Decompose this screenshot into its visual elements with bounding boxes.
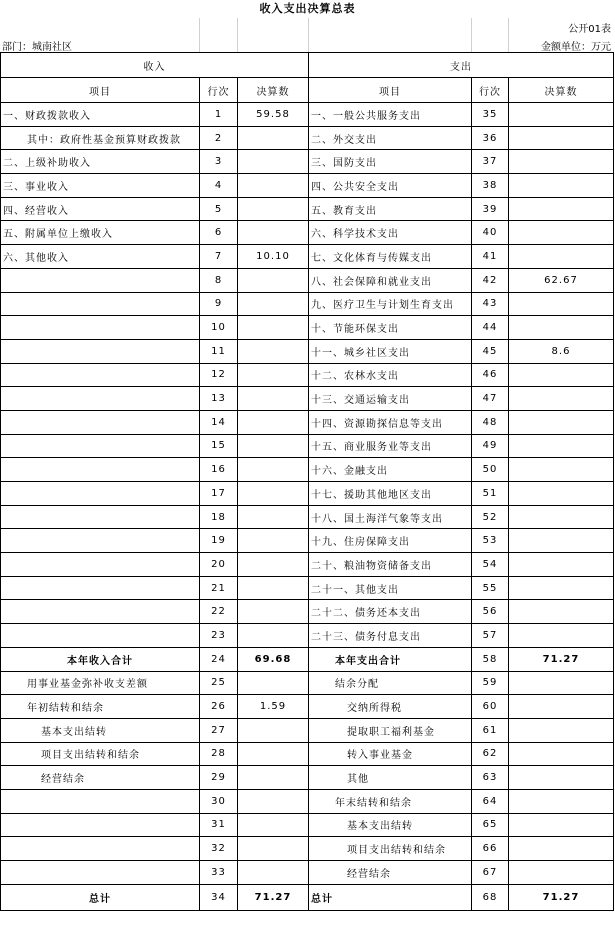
expense-amount-cell: [509, 434, 614, 458]
expense-item-cell: 三、国防支出: [309, 150, 472, 174]
expense-line-cell: 67: [472, 861, 509, 885]
expense-line-cell: 66: [472, 837, 509, 861]
income-amount-cell: [238, 553, 309, 577]
income-amount-cell: [238, 126, 309, 150]
expense-line-cell: 40: [472, 221, 509, 245]
expense-line-cell: 60: [472, 695, 509, 719]
income-line-cell: 4: [200, 174, 238, 198]
income-item-cell: [1, 268, 200, 292]
expense-line-cell: 36: [472, 126, 509, 150]
expense-amount-cell: [509, 624, 614, 648]
income-item-cell: [1, 482, 200, 506]
income-line-cell: 5: [200, 197, 238, 221]
expense-line-cell: 48: [472, 410, 509, 434]
expense-item-cell: 结余分配: [309, 671, 472, 695]
expense-amount-cell: [509, 813, 614, 837]
expense-item-cell: 项目支出结转和结余: [309, 837, 472, 861]
income-amount-cell: [238, 174, 309, 198]
expense-item-cell: 十一、城乡社区支出: [309, 339, 472, 363]
expense-line-cell: 37: [472, 150, 509, 174]
expense-section: 支出: [309, 53, 614, 78]
expense-amount-cell: [509, 245, 614, 269]
income-amount-cell: [238, 861, 309, 885]
expense-amount-cell: [509, 505, 614, 529]
income-line-cell: 9: [200, 292, 238, 316]
expense-line-cell: 63: [472, 766, 509, 790]
table-row: [1, 718, 614, 742]
expense-line-cell: 65: [472, 813, 509, 837]
income-item-cell: [1, 505, 200, 529]
income-amount-cell: [238, 458, 309, 482]
table-row: [1, 174, 614, 198]
expense-item-cell: 十、节能环保支出: [309, 316, 472, 340]
table-row: [1, 789, 614, 813]
expense-amount-cell: [509, 861, 614, 885]
table-row: [1, 103, 614, 127]
table-row: [1, 813, 614, 837]
expense-amount-cell: [509, 126, 614, 150]
table-row: [1, 742, 614, 766]
income-item-cell: [1, 292, 200, 316]
income-item-cell: 三、事业收入: [1, 174, 200, 198]
income-line-cell: 28: [200, 742, 238, 766]
expense-item-cell: 四、公共安全支出: [309, 174, 472, 198]
expense-item-cell: 二十三、债务付息支出: [309, 624, 472, 648]
income-line-cell: 1: [200, 103, 238, 127]
expense-item-cell: 提取职工福利基金: [309, 718, 472, 742]
income-item-cell: 项目支出结转和结余: [1, 742, 200, 766]
income-item-cell: 年初结转和结余: [1, 695, 200, 719]
income-line-cell: 30: [200, 789, 238, 813]
expense-line-cell: 61: [472, 718, 509, 742]
expense-amount-cell: [509, 197, 614, 221]
expense-item-cell: 十二、农林水支出: [309, 363, 472, 387]
income-amount-cell: [238, 576, 309, 600]
income-amount-cell: [238, 197, 309, 221]
income-amount-cell: [238, 221, 309, 245]
expense-line-cell: 68: [472, 884, 509, 910]
income-item-cell: 用事业基金弥补收支差额: [1, 671, 200, 695]
table-row: [1, 553, 614, 577]
expense-amount-cell: 8.6: [509, 339, 614, 363]
expense-amount-cell: [509, 410, 614, 434]
income-line-cell: 24: [200, 647, 238, 671]
table-row: [1, 671, 614, 695]
table-row: [1, 150, 614, 174]
expense-amount-cell: [509, 150, 614, 174]
table-row: [1, 766, 614, 790]
income-item-cell: 本年收入合计: [1, 647, 200, 671]
income-item-cell: [1, 434, 200, 458]
income-item-cell: [1, 458, 200, 482]
income-item-cell: 基本支出结转: [1, 718, 200, 742]
expense-line-cell: 38: [472, 174, 509, 198]
form-number: 公开01表: [568, 24, 611, 35]
table-row: [1, 576, 614, 600]
income-item-header: 项目: [1, 78, 200, 103]
expense-line-cell: 50: [472, 458, 509, 482]
income-item-cell: 经营结余: [1, 766, 200, 790]
expense-line-cell: 45: [472, 339, 509, 363]
income-line-cell: 31: [200, 813, 238, 837]
department-label: 部门：城南社区: [2, 42, 72, 53]
expense-amount-cell: 71.27: [509, 884, 614, 910]
section-row: [1, 53, 614, 78]
expense-amount-cell: [509, 766, 614, 790]
income-line-cell: 12: [200, 363, 238, 387]
expense-item-cell: 二、外交支出: [309, 126, 472, 150]
expense-amount-cell: [509, 363, 614, 387]
table-row: [1, 387, 614, 411]
expense-amount-header: 决算数: [509, 78, 614, 103]
table-row: [1, 410, 614, 434]
table-row: [1, 363, 614, 387]
table-row: [1, 837, 614, 861]
expense-amount-cell: [509, 789, 614, 813]
income-item-cell: [1, 553, 200, 577]
table-row: [1, 197, 614, 221]
income-item-cell: [1, 624, 200, 648]
expense-line-cell: 46: [472, 363, 509, 387]
income-line-cell: 2: [200, 126, 238, 150]
income-amount-cell: [238, 837, 309, 861]
table-row: [1, 600, 614, 624]
expense-amount-cell: [509, 553, 614, 577]
expense-item-cell: 二十一、其他支出: [309, 576, 472, 600]
expense-item-cell: 七、文化体育与传媒支出: [309, 245, 472, 269]
expense-amount-cell: [509, 387, 614, 411]
expense-line-cell: 55: [472, 576, 509, 600]
income-line-cell: 15: [200, 434, 238, 458]
expense-item-cell: 经营结余: [309, 861, 472, 885]
expense-amount-cell: [509, 600, 614, 624]
income-item-cell: 一、财政拨款收入: [1, 103, 200, 127]
income-amount-cell: [238, 482, 309, 506]
income-item-cell: [1, 600, 200, 624]
income-line-cell: 26: [200, 695, 238, 719]
income-amount-cell: [238, 742, 309, 766]
expense-line-cell: 51: [472, 482, 509, 506]
income-amount-cell: [238, 671, 309, 695]
income-amount-cell: [238, 292, 309, 316]
expense-item-cell: 十七、援助其他地区支出: [309, 482, 472, 506]
expense-line-cell: 59: [472, 671, 509, 695]
income-line-cell: 19: [200, 529, 238, 553]
income-line-cell: 27: [200, 718, 238, 742]
expense-line-cell: 62: [472, 742, 509, 766]
income-line-cell: 22: [200, 600, 238, 624]
income-item-cell: [1, 363, 200, 387]
expense-item-cell: 十九、住房保障支出: [309, 529, 472, 553]
budget-table: [0, 52, 614, 911]
expense-item-cell: 八、社会保障和就业支出: [309, 268, 472, 292]
income-line-cell: 11: [200, 339, 238, 363]
income-line-cell: 32: [200, 837, 238, 861]
expense-item-cell: 九、医疗卫生与计划生育支出: [309, 292, 472, 316]
expense-line-cell: 42: [472, 268, 509, 292]
income-line-cell: 7: [200, 245, 238, 269]
income-item-cell: [1, 789, 200, 813]
table-row: [1, 126, 614, 150]
income-amount-cell: 69.68: [238, 647, 309, 671]
income-item-cell: [1, 813, 200, 837]
income-item-cell: [1, 410, 200, 434]
expense-item-cell: 十六、金融支出: [309, 458, 472, 482]
income-amount-cell: [238, 339, 309, 363]
expense-item-cell: 转入事业基金: [309, 742, 472, 766]
expense-line-cell: 39: [472, 197, 509, 221]
income-line-cell: 13: [200, 387, 238, 411]
income-item-cell: [1, 576, 200, 600]
income-amount-cell: [238, 718, 309, 742]
income-line-cell: 23: [200, 624, 238, 648]
table-row: [1, 221, 614, 245]
expense-amount-cell: [509, 695, 614, 719]
income-item-cell: [1, 316, 200, 340]
expense-line-cell: 47: [472, 387, 509, 411]
income-line-cell: 25: [200, 671, 238, 695]
income-item-cell: [1, 339, 200, 363]
table-row: [1, 268, 614, 292]
expense-line-header: 行次: [472, 78, 509, 103]
income-line-cell: 16: [200, 458, 238, 482]
expense-amount-cell: [509, 671, 614, 695]
expense-line-cell: 57: [472, 624, 509, 648]
expense-item-cell: 交纳所得税: [309, 695, 472, 719]
expense-amount-cell: [509, 316, 614, 340]
expense-line-cell: 54: [472, 553, 509, 577]
expense-amount-cell: [509, 718, 614, 742]
income-amount-cell: [238, 150, 309, 174]
table-row: [1, 339, 614, 363]
expense-item-cell: 十八、国土海洋气象等支出: [309, 505, 472, 529]
expense-line-cell: 53: [472, 529, 509, 553]
income-amount-cell: 59.58: [238, 103, 309, 127]
unit-label: 金额单位：万元: [541, 42, 611, 53]
expense-line-cell: 43: [472, 292, 509, 316]
expense-line-cell: 52: [472, 505, 509, 529]
expense-item-cell: 六、科学技术支出: [309, 221, 472, 245]
expense-item-cell: 十四、资源勘探信息等支出: [309, 410, 472, 434]
income-item-cell: [1, 861, 200, 885]
expense-line-cell: 49: [472, 434, 509, 458]
expense-item-cell: 五、教育支出: [309, 197, 472, 221]
table-row: [1, 316, 614, 340]
expense-item-cell: 年末结转和结余: [309, 789, 472, 813]
income-amount-cell: [238, 434, 309, 458]
expense-item-header: 项目: [309, 78, 472, 103]
table-row: [1, 624, 614, 648]
expense-amount-cell: [509, 174, 614, 198]
income-amount-cell: 1.59: [238, 695, 309, 719]
income-amount-cell: [238, 363, 309, 387]
income-amount-cell: 71.27: [238, 884, 309, 910]
income-amount-cell: [238, 268, 309, 292]
income-amount-header: 决算数: [238, 78, 309, 103]
expense-line-cell: 41: [472, 245, 509, 269]
table-row: [1, 292, 614, 316]
income-amount-cell: [238, 600, 309, 624]
income-item-cell: 六、其他收入: [1, 245, 200, 269]
income-item-cell: [1, 837, 200, 861]
table-row: [1, 482, 614, 506]
income-amount-cell: [238, 766, 309, 790]
header-gridlines: [0, 18, 613, 52]
table-row: [1, 884, 614, 910]
expense-item-cell: 十三、交通运输支出: [309, 387, 472, 411]
expense-amount-cell: [509, 458, 614, 482]
income-amount-cell: [238, 505, 309, 529]
income-amount-cell: [238, 529, 309, 553]
income-line-cell: 18: [200, 505, 238, 529]
income-amount-cell: [238, 410, 309, 434]
expense-line-cell: 64: [472, 789, 509, 813]
table-row: [1, 647, 614, 671]
expense-item-cell: 十五、商业服务业等支出: [309, 434, 472, 458]
expense-amount-cell: [509, 837, 614, 861]
income-line-cell: 6: [200, 221, 238, 245]
income-item-cell: 总计: [1, 884, 200, 910]
income-line-cell: 14: [200, 410, 238, 434]
expense-item-cell: 基本支出结转: [309, 813, 472, 837]
income-amount-cell: [238, 316, 309, 340]
expense-amount-cell: [509, 742, 614, 766]
table-row: [1, 458, 614, 482]
income-line-header: 行次: [200, 78, 238, 103]
table-row: [1, 861, 614, 885]
income-section: 收入: [1, 53, 309, 78]
income-amount-cell: [238, 624, 309, 648]
income-item-cell: 四、经营收入: [1, 197, 200, 221]
income-line-cell: 8: [200, 268, 238, 292]
table-row: [1, 245, 614, 269]
income-amount-cell: [238, 813, 309, 837]
income-amount-cell: [238, 387, 309, 411]
income-line-cell: 20: [200, 553, 238, 577]
income-amount-cell: 10.10: [238, 245, 309, 269]
expense-amount-cell: [509, 482, 614, 506]
expense-amount-cell: [509, 221, 614, 245]
expense-item-cell: 二十二、债务还本支出: [309, 600, 472, 624]
table-row: [1, 695, 614, 719]
expense-line-cell: 35: [472, 103, 509, 127]
table-row: [1, 434, 614, 458]
income-line-cell: 34: [200, 884, 238, 910]
expense-item-cell: 二十、粮油物资储备支出: [309, 553, 472, 577]
expense-line-cell: 58: [472, 647, 509, 671]
report-title: 收入支出决算总表: [259, 2, 356, 15]
income-line-cell: 17: [200, 482, 238, 506]
income-line-cell: 21: [200, 576, 238, 600]
income-item-cell: [1, 529, 200, 553]
expense-amount-cell: 71.27: [509, 647, 614, 671]
expense-line-cell: 56: [472, 600, 509, 624]
expense-amount-cell: [509, 292, 614, 316]
income-item-cell: 二、上级补助收入: [1, 150, 200, 174]
income-line-cell: 29: [200, 766, 238, 790]
income-item-cell: 五、附属单位上缴收入: [1, 221, 200, 245]
expense-amount-cell: [509, 103, 614, 127]
expense-item-cell: 一、一般公共服务支出: [309, 103, 472, 127]
expense-item-cell: 本年支出合计: [309, 647, 472, 671]
table-row: [1, 529, 614, 553]
expense-item-cell: 总计: [309, 884, 472, 910]
expense-amount-cell: 62.67: [509, 268, 614, 292]
expense-item-cell: 其他: [309, 766, 472, 790]
income-line-cell: 10: [200, 316, 238, 340]
income-item-cell: 其中：政府性基金预算财政拨款: [1, 126, 200, 150]
income-amount-cell: [238, 789, 309, 813]
income-line-cell: 33: [200, 861, 238, 885]
expense-line-cell: 44: [472, 316, 509, 340]
table-row: [1, 505, 614, 529]
income-line-cell: 3: [200, 150, 238, 174]
expense-amount-cell: [509, 576, 614, 600]
expense-amount-cell: [509, 529, 614, 553]
header-row: [1, 78, 614, 103]
income-item-cell: [1, 387, 200, 411]
